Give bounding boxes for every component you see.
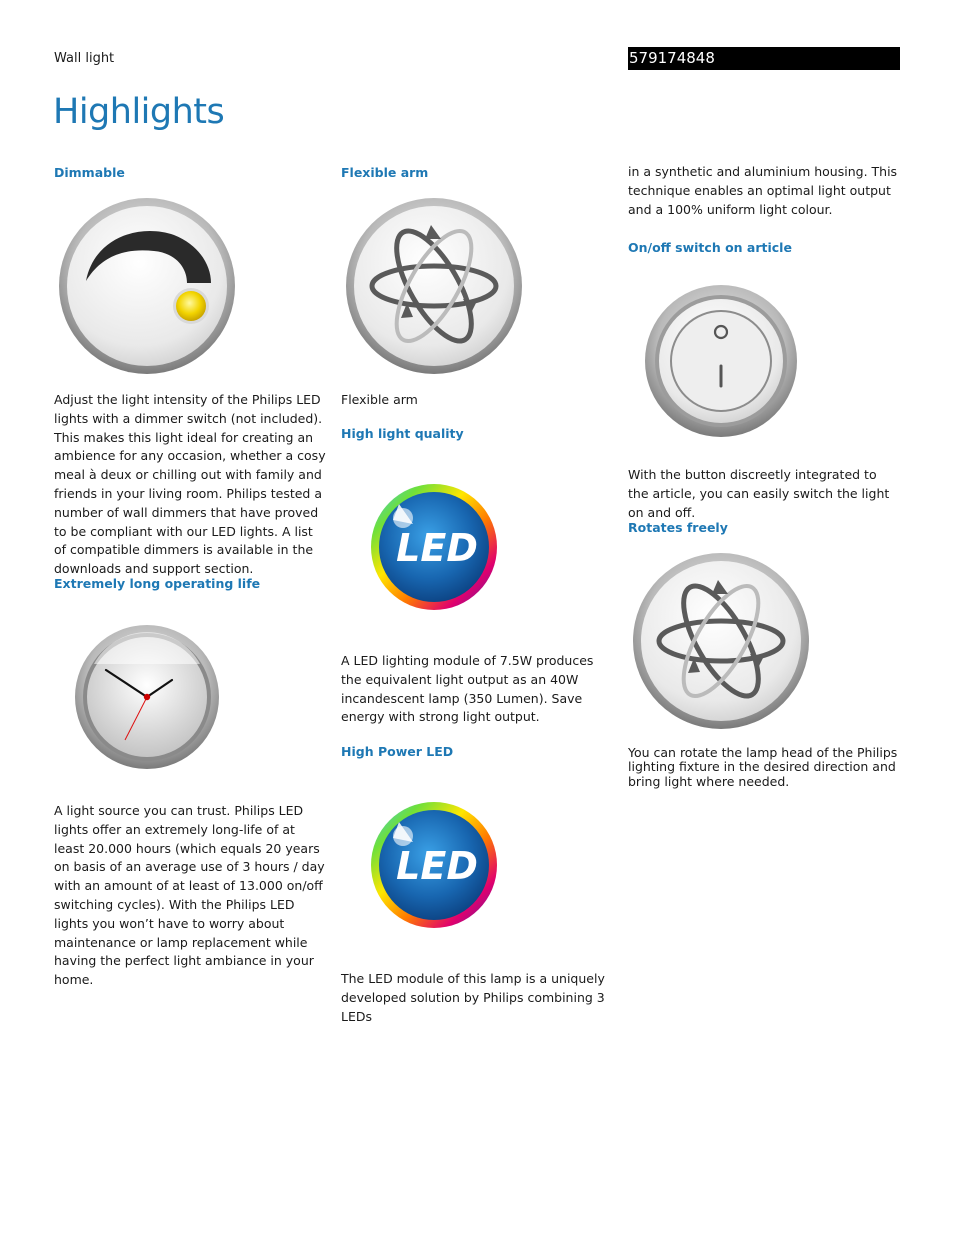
led-icon (341, 772, 527, 958)
feature-text: A light source you can trust. Philips LED lights offer an extremely long-life of at least 20.000 hours (which equals 20 years on basis of an average use of 3 hours / day with an amount of at least of 13.000 on/off switching cycles). With the Philips LED lights you won’t have to worry about maintenance or lamp replacement while having the perfect light ambiance in your home. (54, 803, 325, 988)
rotation-arrows-icon (628, 548, 814, 734)
feature-title: Dimmable (54, 165, 125, 180)
feature-flexible-arm (341, 165, 613, 410)
feature-title: High light quality (341, 426, 464, 441)
led-icon (341, 454, 527, 640)
feature-high-light-quality (341, 426, 613, 727)
feature-text: The LED module of this lamp is a uniquely developed solution by Philips combining 3 LEDs (341, 971, 605, 1024)
feature-long-life (54, 576, 326, 990)
feature-title: On/off switch on article (628, 240, 792, 255)
feature-high-power-led (341, 744, 613, 1026)
feature-title: Rotates freely (628, 520, 728, 535)
rotation-arrows-icon (341, 193, 527, 379)
feature-text: A LED lighting module of 7.5W produces the equivalent light output as an 40W incandescent lamp (350 Lumen). Save energy with strong light output. (341, 653, 594, 725)
dimmer-knob-icon (54, 193, 240, 379)
product-code: 579174848 (629, 49, 715, 67)
clock-icon (54, 604, 240, 790)
feature-dimmable (54, 165, 326, 579)
product-code-box (628, 47, 900, 70)
feature-title: Extremely long operating life (54, 576, 261, 591)
feature-text-continued: in a synthetic and aluminium housing. This technique enables an optimal light output and a 100% uniform light colour. (628, 164, 898, 217)
feature-text: With the button discreetly integrated to the article, you can easily switch the light on and off. (628, 467, 890, 520)
feature-text: Adjust the light intensity of the Philips LED lights with a dimmer switch (not included). This makes this light ideal for creating an ambience for any occasion, whether a cosy meal à deux or chilling out with family and friends in your living room. Philips tested a number of wall dimmers that have proved to be compliant with our LED lights. A list of compatible dimmers is available in the downloads and support section. (54, 392, 326, 577)
feature-on-off-switch (628, 240, 900, 522)
feature-title: Flexible arm (341, 165, 429, 180)
led-label: LED (396, 526, 478, 570)
feature-high-power-led-continued (628, 163, 900, 219)
page-title: Highlights (53, 92, 225, 132)
feature-text: Flexible arm (341, 392, 418, 407)
product-type: Wall light (54, 51, 115, 66)
feature-text: You can rotate the lamp head of the Philips lighting fixture in the desired direction and bring light where needed. (628, 745, 898, 789)
feature-title: High Power LED (341, 744, 454, 759)
feature-rotates-freely (628, 520, 900, 789)
led-label: LED (396, 844, 478, 888)
power-switch-icon (628, 268, 814, 454)
